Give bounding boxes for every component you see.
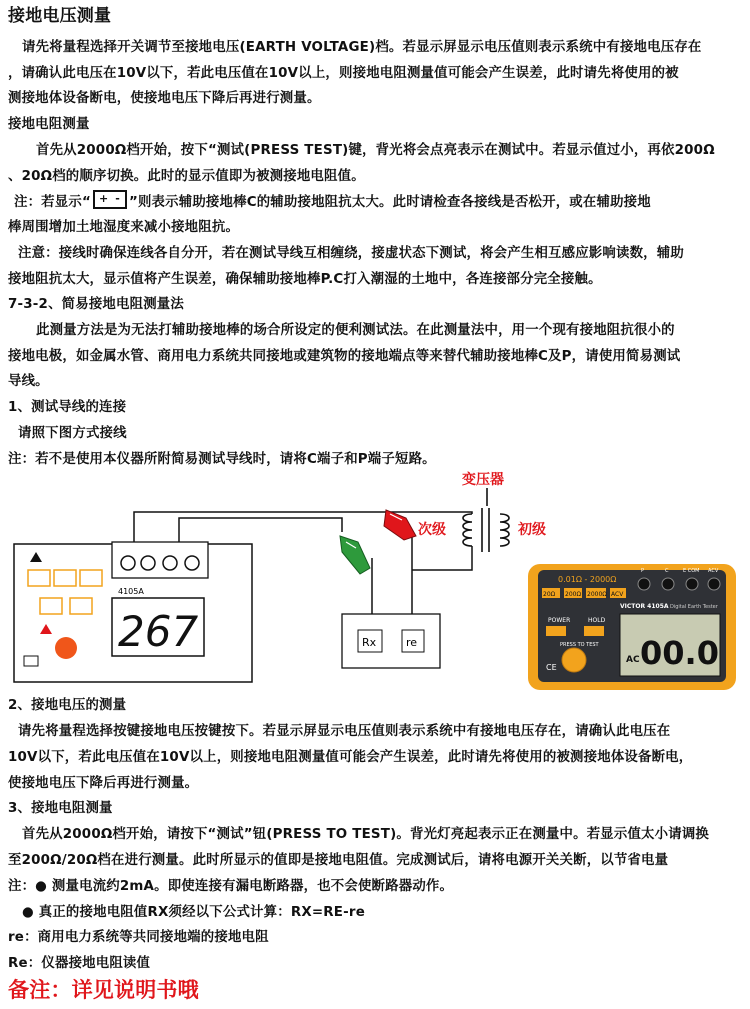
footer-remark: 备注：详见说明书哦 (8, 978, 199, 1002)
paragraph-line: 导线。 (8, 374, 49, 389)
re-label: re (406, 636, 418, 649)
paragraph-line: 至200Ω/20Ω档在进行测量。此时所显示的值即是接地电阻值。完成测试后，请将电源开关关断，以节省电量 (8, 853, 669, 868)
range-button-label: ACV (611, 591, 624, 598)
range-button-label: 20Ω (543, 591, 556, 598)
lcd-ac-label: AC (626, 655, 640, 665)
paragraph-line: 请照下图方式接线 (18, 426, 127, 441)
ce-mark: CE (546, 663, 557, 672)
paragraph-line: 接地电极，如金属水管、商用电力系统共同接地或建筑物的接地端点等来替代辅助接地棒C及P，请使用简易测试 (8, 349, 681, 364)
primary-label: 初级 (518, 522, 546, 538)
power-button[interactable] (546, 626, 566, 636)
paragraph-line: 首先从2000Ω档开始，请按下“测试”钮(PRESS TO TEST)。背光灯亮起表示正在测量中。若显示值太小请调换 (22, 827, 710, 842)
paragraph-line: ，请确认此电压在10V以下，若此电压值在10V以上，则接地电阻测量值可能会产生误差，此时请先将使用的被 (8, 66, 679, 81)
left-lcd-reading: 267 (118, 607, 199, 656)
subsection-title: 3、接地电阻测量 (8, 801, 113, 816)
terminal-label: E COM (683, 568, 700, 574)
terminal-label: ACV (708, 568, 719, 574)
meter-drawing (14, 542, 252, 682)
power-label: POWER (548, 617, 571, 624)
ground-box (342, 614, 440, 668)
note-line: Re：仪器接地电阻读值 (8, 956, 151, 971)
paragraph-line: 10V以下，若此电压值在10V以上，则接地电阻测量值可能会产生误差，此时请先将使用的被测接地体设备断电， (8, 750, 693, 765)
left-meter-model: 4105A (118, 587, 144, 596)
brand-label: VICTOR 4105A (620, 603, 669, 610)
battery-note-line (8, 190, 750, 216)
subsection-title: 2、接地电压的测量 (8, 698, 127, 713)
note-line: re：商用电力系统等共同接地端的接地电阻 (8, 930, 269, 945)
battery-note-suffix: ”则表示辅助接地棒C的辅助接地阻抗太大。此时请检查各接线是否松开，或在辅助接地 (128, 195, 651, 210)
paragraph-line: 测接地体设备断电，使接地电压下降后再进行测量。 (8, 91, 321, 106)
test-label: PRESS TO TEST (560, 642, 599, 648)
battery-icon (93, 190, 127, 209)
battery-note-prefix: 注：若显示“ (14, 195, 91, 210)
section-title-simple-method: 7-3-2、简易接地电阻测量法 (8, 297, 184, 312)
paragraph-line: 注：若不是使用本仪器所附简易测试导线时，请将C端子和P端子短路。 (8, 452, 436, 467)
hold-button[interactable] (584, 626, 604, 636)
meter-photo (522, 560, 744, 694)
section-title-earth-voltage: 接地电压测量 (8, 6, 112, 26)
range-label: 0.01Ω - 2000Ω (558, 575, 617, 584)
red-clip (384, 510, 416, 540)
paragraph-line: 首先从2000Ω档开始，按下“测试(PRESS TEST)键，背光将会点亮表示在测试中。若显示值过小，再依200Ω (36, 143, 715, 158)
range-button-label: 200Ω (565, 591, 582, 598)
photo-lcd-reading: 00.0 (640, 634, 719, 672)
note-line: ● 真正的接地电阻值RX须经以下公式计算：RX=RE-re (22, 905, 365, 920)
paragraph-line: 棒周围增加土地湿度来减小接地阻抗。 (8, 220, 240, 235)
subsection-title: 1、测试导线的连接 (8, 400, 127, 415)
range-button-label: 2000Ω (587, 591, 607, 598)
paragraph-line: 请先将量程选择开关调节至接地电压(EARTH VOLTAGE)档。若显示屏显示电压值则表示系统中有接地电压存在 (22, 40, 702, 55)
transformer-symbol (463, 488, 509, 552)
brand-subtitle: Digital Earth Tester (670, 604, 718, 610)
test-button[interactable] (562, 648, 586, 672)
secondary-label: 次级 (418, 522, 446, 538)
battery-minus: - (115, 192, 120, 205)
battery-plus: + (98, 192, 109, 205)
rx-label: Rx (362, 636, 377, 649)
paragraph-line: 使接地电压下降后再进行测量。 (8, 776, 199, 791)
section-title-earth-resistance: 接地电阻测量 (8, 117, 90, 132)
paragraph-line: 注意：接线时确保连线各自分开，若在测试导线互相缠绕，接虚状态下测试，将会产生相互感应影响读数，辅助 (18, 246, 684, 261)
transformer-label: 变压器 (462, 472, 504, 488)
terminal-label: P (641, 568, 645, 574)
paragraph-line: 接地阻抗太大，显示值将产生误差，确保辅助接地棒P.C打入潮湿的土地中，各连接部分完全接触。 (8, 272, 602, 287)
paragraph-line: 请先将量程选择按键接地电压按键按下。若显示屏显示电压值则表示系统中有接地电压存在，请确认此电压在 (18, 724, 671, 739)
terminal-label: C (665, 568, 669, 574)
paragraph-line: 此测量方法是为无法打辅助接地棒的场合所设定的便利测试法。在此测量法中，用一个现有接地阻抗很小的 (36, 323, 675, 338)
hold-label: HOLD (588, 617, 606, 624)
note-line: 注：● 测量电流约2mA。即使连接有漏电断路器，也不会使断路器动作。 (8, 879, 454, 894)
green-clip (340, 536, 370, 574)
paragraph-line: 、20Ω档的顺序切换。此时的显示值即为被测接地电阻值。 (8, 169, 365, 184)
